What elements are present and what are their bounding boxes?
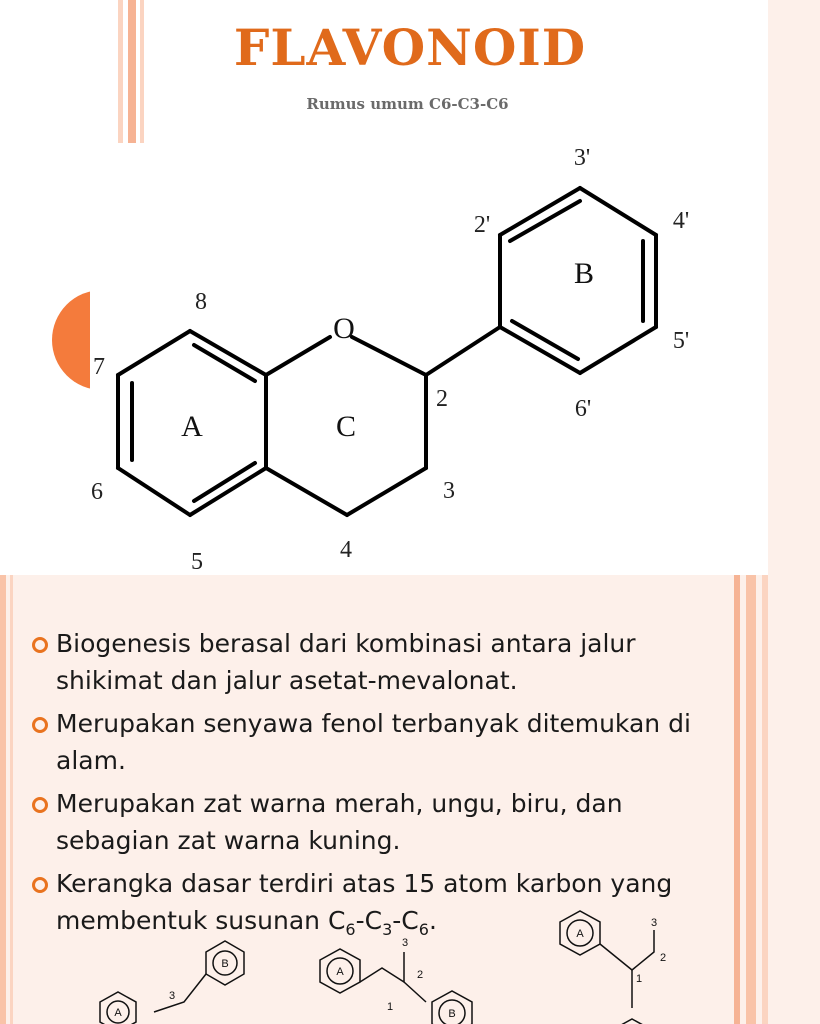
slide-subtitle: Rumus umum C6-C3-C6 xyxy=(306,95,509,113)
bullet-text: Kerangka dasar terdiri atas 15 atom karbon yang membentuk susunan C xyxy=(56,869,673,935)
decor-stripe xyxy=(0,575,6,1024)
flavonoid-structure-figure xyxy=(90,143,768,575)
bond xyxy=(118,331,190,375)
bond xyxy=(500,327,580,373)
chain xyxy=(154,974,206,1012)
skeleton-schemes xyxy=(60,917,710,1024)
position-label: 8 xyxy=(195,289,207,315)
bullet-text: -C xyxy=(355,906,383,935)
subscript: 6 xyxy=(418,920,429,939)
ring-label-c: C xyxy=(335,410,357,443)
decor-stripe xyxy=(10,575,13,1024)
decor-stripe xyxy=(762,575,768,1024)
flavonoid-structure-svg xyxy=(90,143,768,575)
position-label: 6 xyxy=(91,479,103,505)
position-label: 2' xyxy=(473,212,491,238)
scheme-number: 2 xyxy=(659,952,667,964)
atom-oxygen: O xyxy=(333,312,355,345)
position-label: 3' xyxy=(573,145,591,171)
chain xyxy=(600,930,654,970)
bullet-text: . xyxy=(428,906,437,935)
bullet-text: Merupakan zat warna merah, ungu, biru, dan sebagian zat warna kuning. xyxy=(56,789,623,855)
bond xyxy=(347,468,426,515)
bullet-item xyxy=(30,785,740,859)
subscript: 3 xyxy=(382,920,393,939)
bullet-text: Merupakan senyawa fenol terbanyak ditemukan di alam. xyxy=(56,709,691,775)
position-label: 6' xyxy=(574,396,592,422)
bond xyxy=(580,327,656,373)
position-label: 2 xyxy=(436,386,448,412)
bond xyxy=(426,327,500,375)
scheme-number: 2 xyxy=(416,969,424,981)
bond xyxy=(266,337,330,375)
chain xyxy=(360,952,404,982)
bullet-item xyxy=(30,705,740,779)
bond xyxy=(118,468,190,515)
bond xyxy=(580,188,656,235)
slide-title: FLAVONOID xyxy=(233,18,587,77)
scheme-ring-label: A xyxy=(336,966,344,978)
scheme-number: 1 xyxy=(386,1001,394,1013)
bond xyxy=(352,337,426,375)
bullet-ring-icon xyxy=(32,797,48,813)
bullet-item xyxy=(30,625,740,699)
chain xyxy=(404,982,426,1002)
bond xyxy=(190,468,266,515)
bullet-text: Biogenesis berasal dari kombinasi antara jalur shikimat dan jalur asetat-mevalonat. xyxy=(56,629,636,695)
bullet-text: -C xyxy=(392,906,419,935)
ring-label-a: A xyxy=(181,410,203,443)
position-label: 5' xyxy=(672,328,690,354)
bond xyxy=(500,188,580,235)
bullet-list xyxy=(30,625,740,954)
subscript: 6 xyxy=(345,920,356,939)
ring-hexagon xyxy=(612,1019,652,1024)
scheme-ring-label: B xyxy=(221,958,229,970)
decor-stripe xyxy=(746,575,756,1024)
position-label: 5 xyxy=(191,549,203,575)
ring-label-b: B xyxy=(573,257,595,290)
scheme-ring-label: A xyxy=(576,928,584,940)
bullet-ring-icon xyxy=(32,637,48,653)
position-label: 7 xyxy=(93,354,105,380)
slide-bottom xyxy=(0,575,768,1024)
scheme-ring-label: B xyxy=(448,1008,456,1020)
position-label: 4' xyxy=(672,208,690,234)
position-label: 3 xyxy=(443,478,455,504)
bullet-ring-icon xyxy=(32,877,48,893)
scheme-number: 3 xyxy=(650,917,658,929)
scheme-ring-label: A xyxy=(114,1007,122,1019)
scheme-number: 3 xyxy=(401,937,409,949)
position-label: 4 xyxy=(340,537,352,563)
bond xyxy=(266,468,347,515)
bond xyxy=(190,331,266,375)
scheme-number: 3 xyxy=(168,990,176,1002)
bullet-ring-icon xyxy=(32,717,48,733)
scheme-number: 1 xyxy=(635,973,643,985)
